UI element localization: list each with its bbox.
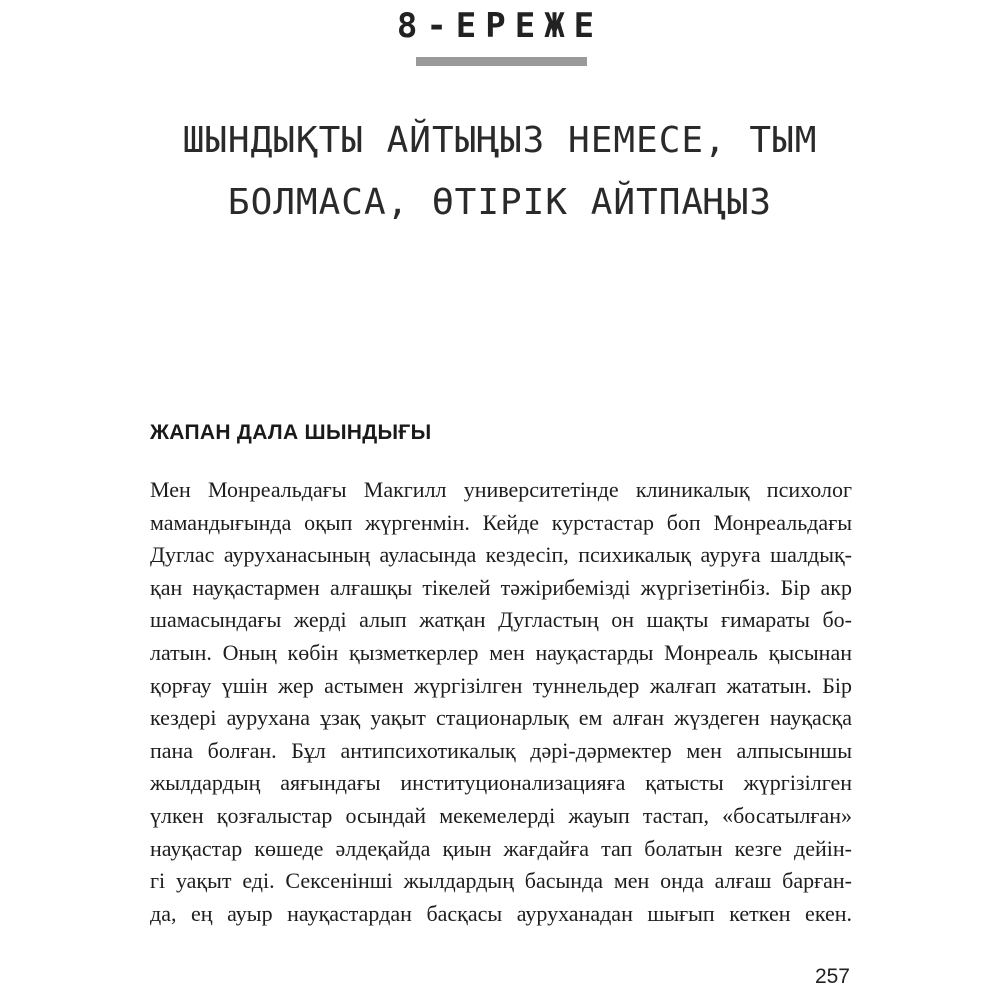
body-line: кездері аурухана ұзақ уақыт стационарлық ем алған жүздеген науқасқа (150, 705, 852, 731)
body-line: да, ең ауыр науқастардан басқасы ауруханадан шығып кеткен екен. (150, 900, 852, 926)
body-line: гі уақыт еді. Сексенінші жылдардың басында мен онда алғаш барған- (150, 868, 852, 894)
page-number: 257 (814, 965, 850, 988)
rule-number-label: 8-ЕРЕЖЕ (396, 6, 604, 46)
chapter-title (120, 110, 880, 234)
body-line: қорғау үшін жер астымен жүргізілген туннельдер жалғап жататын. Бір (150, 672, 852, 698)
body-line: Дуглас ауруханасының ауласында кездесіп, психикалық ауруға шалдық- (150, 542, 852, 568)
chapter-title-line: БОЛМАСА, ӨТІРІК АЙТПАҢЫЗ (227, 182, 773, 223)
body-line: қан науқастармен алғашқы тікелей тәжірибемізді жүргізетінбіз. Бір акр (150, 574, 852, 600)
body-line: науқастар көшеде әлдеқайда қиын жағдайға тап болатын кезге дейін- (150, 835, 852, 861)
body-line: латын. Оның көбін қызметкерлер мен науқастарды Монреаль қысынан (150, 639, 852, 665)
body-line: үлкен қозғалыстар осындай мекемелерді жауып тастап, «босатылған» (150, 802, 852, 828)
chapter-title-line: ШЫНДЫҚТЫ АЙТЫҢЫЗ НЕМЕСЕ, ТЫМ (182, 120, 818, 161)
body-line: Мен Монреальдағы Макгилл университетінде клиникалық психолог (150, 477, 852, 502)
rule-underline-bar (416, 57, 587, 66)
body-line: жылдардың аяғындағы институционализацияға қатысты жүргізілген (150, 770, 852, 796)
body-line: шамасындағы жерді алып жатқан Дугластың он шақты ғимараты бо- (150, 607, 852, 633)
section-heading: ЖАПАН ДАЛА ШЫНДЫҒЫ (150, 421, 432, 444)
body-line: мамандығында оқып жүргенмін. Кейде курстастар боп Монреальдағы (150, 509, 852, 535)
body-paragraph (150, 474, 852, 930)
body-line: пана болған. Бұл антипсихотикалық дәрі-дәрмектер мен алпысыншы (150, 737, 852, 763)
